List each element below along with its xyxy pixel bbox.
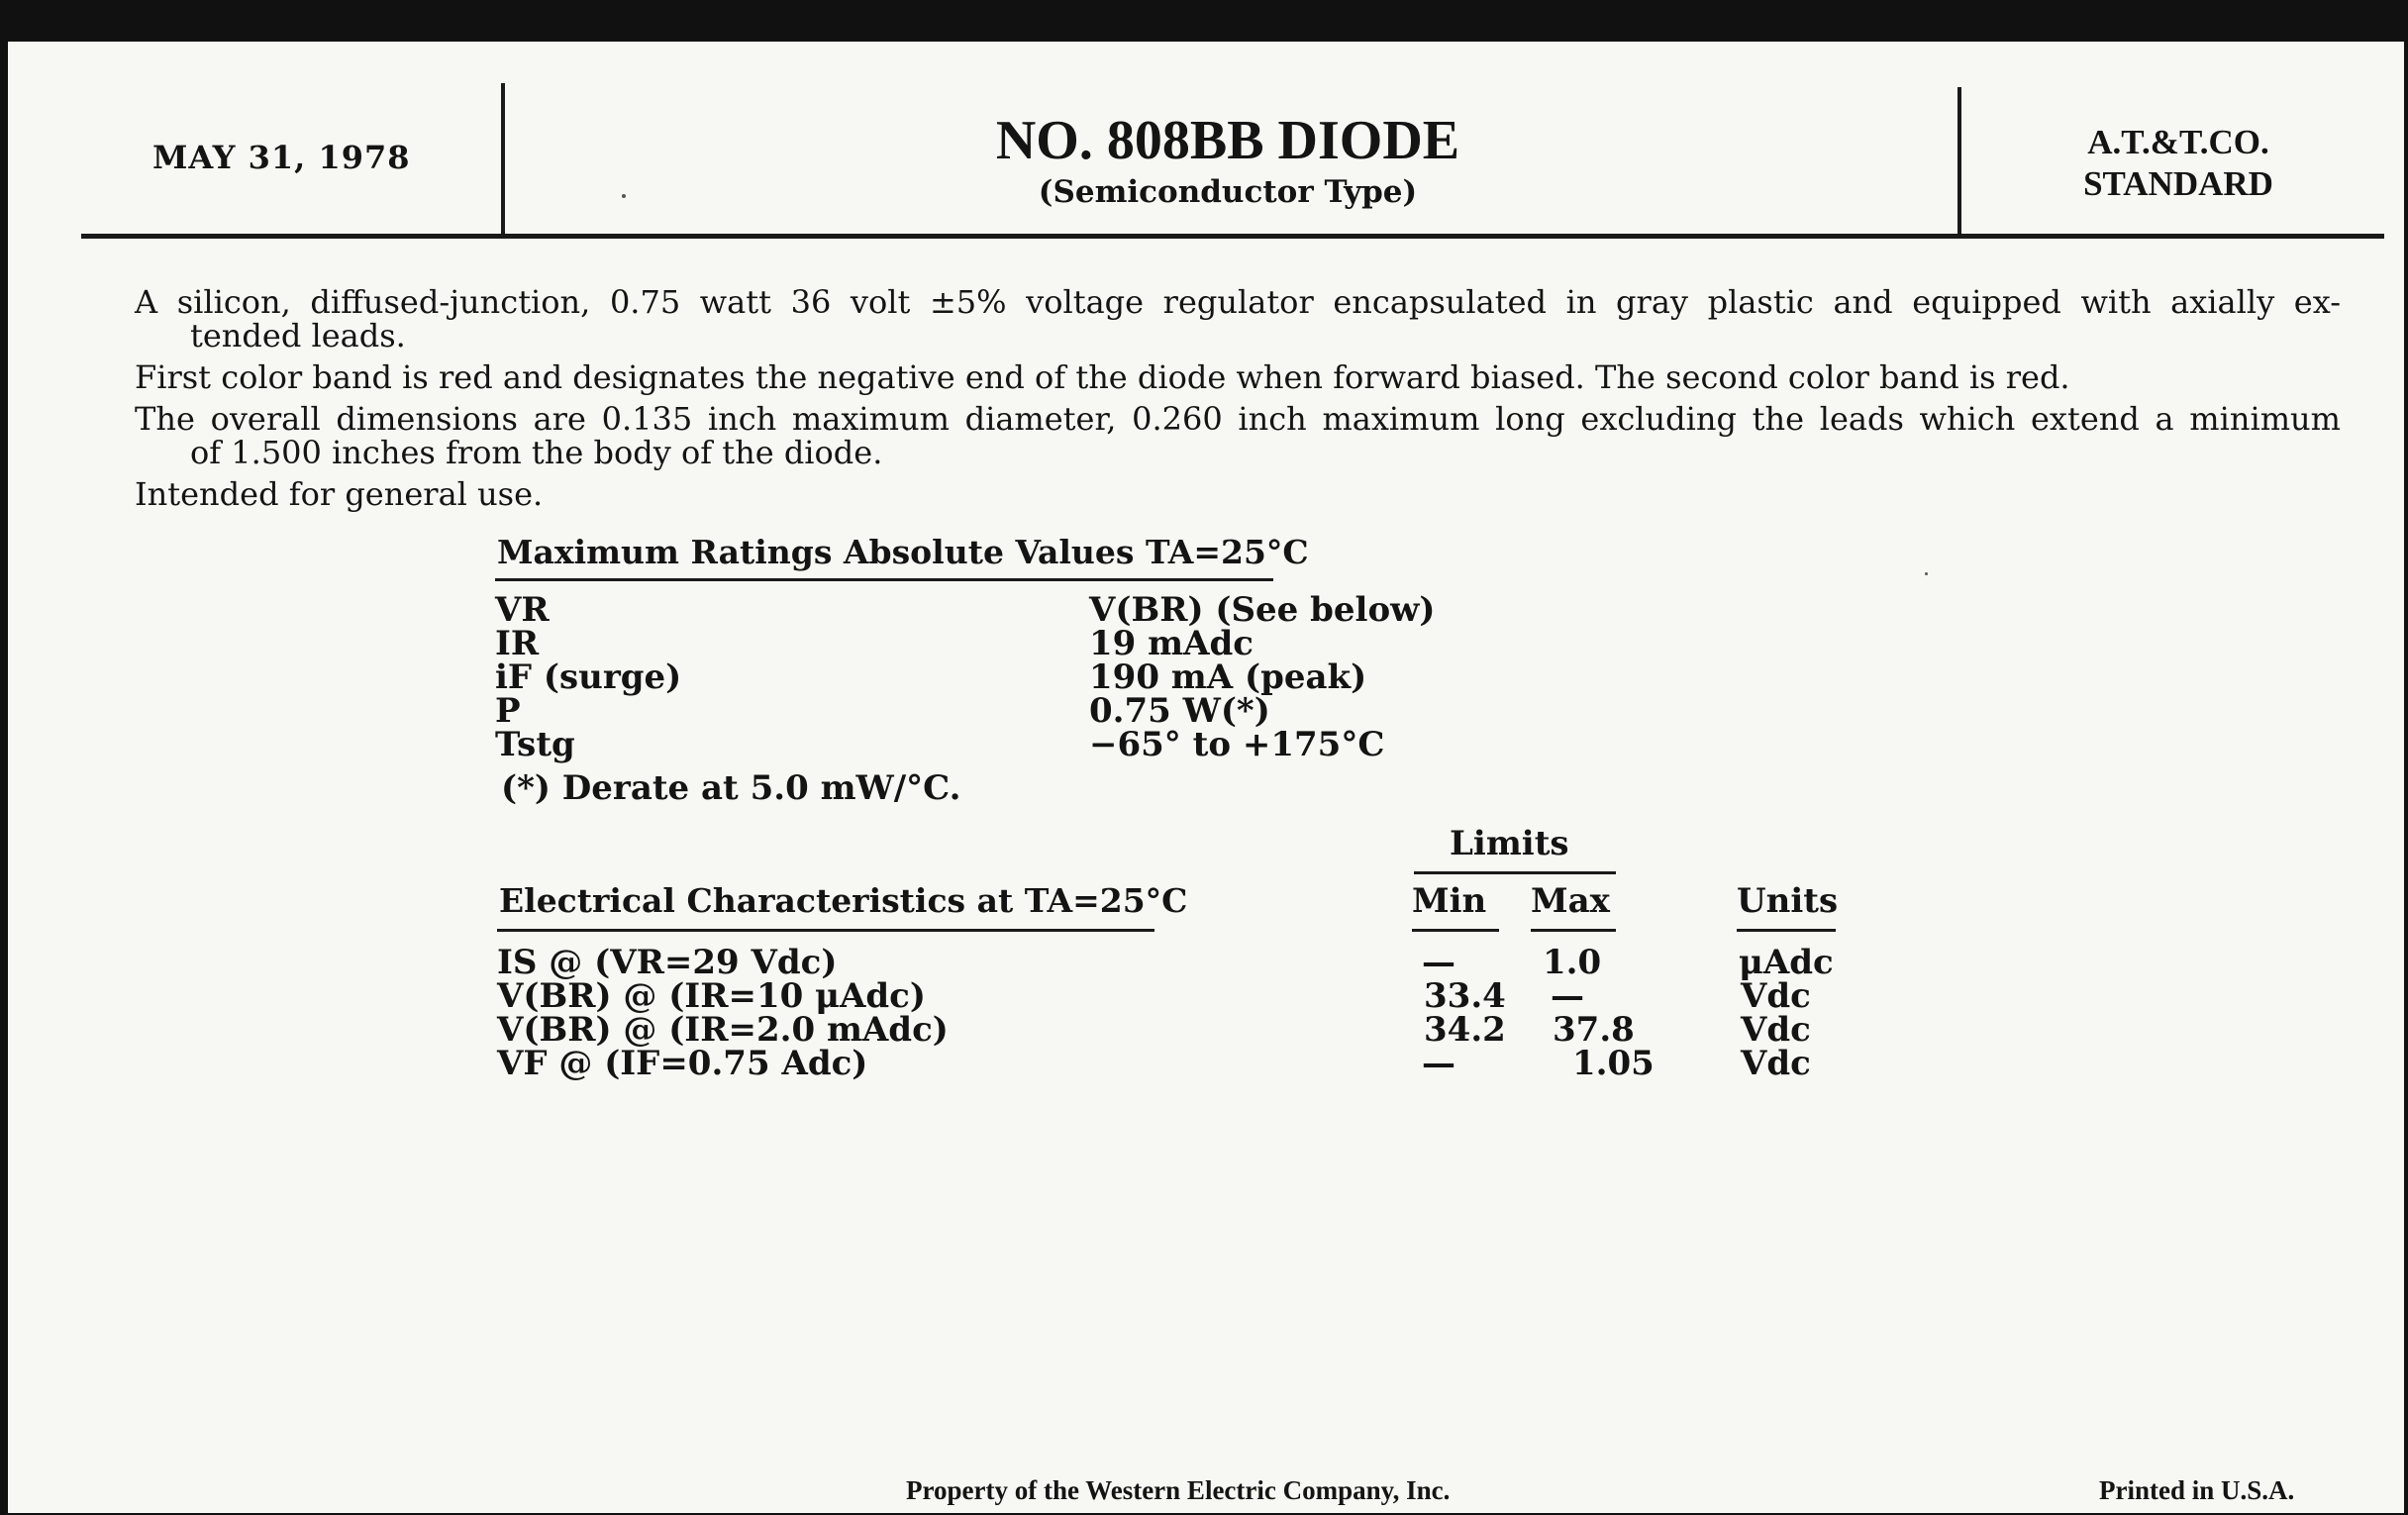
description-line: The overall dimensions are 0.135 inch maximum diameter, 0.260 inch maximum long excluding the leads which extend a minimum bbox=[135, 400, 2341, 438]
characteristic-min: 34.2 bbox=[1424, 1010, 1506, 1050]
characteristic-max: 1.05 bbox=[1572, 1044, 1655, 1083]
description-paragraph-3 bbox=[135, 402, 2341, 469]
description-paragraph-1 bbox=[135, 285, 2341, 353]
characteristic-units: μAdc bbox=[1739, 943, 1834, 982]
spec-sheet bbox=[8, 42, 2404, 1513]
rating-param: iF (surge) bbox=[495, 657, 682, 697]
max-underline bbox=[1531, 929, 1616, 932]
footer-printed: Printed in U.S.A. bbox=[2099, 1475, 2295, 1505]
description-line: A silicon, diffused-junction, 0.75 watt 36 volt ±5% voltage regulator encapsulated in gray plastic and equipped with axially ex- bbox=[135, 283, 2341, 321]
column-header-max: Max bbox=[1531, 881, 1610, 921]
max-ratings-title: Maximum Ratings Absolute Values TA=25°C bbox=[497, 533, 1309, 571]
units-underline bbox=[1737, 929, 1836, 932]
characteristic-units: Vdc bbox=[1741, 1044, 1811, 1083]
description-line: First color band is red and designates the negative end of the diode when forward biased. The second color band is red. bbox=[135, 358, 2070, 396]
characteristic-param: IS @ (VR=29 Vdc) bbox=[497, 943, 838, 982]
limits-label: Limits bbox=[1450, 824, 1569, 863]
characteristic-min: — bbox=[1422, 943, 1455, 982]
rating-value: −65° to +175°C bbox=[1089, 725, 1385, 764]
characteristic-param: V(BR) @ (IR=10 μAdc) bbox=[497, 976, 926, 1016]
characteristic-units: Vdc bbox=[1741, 976, 1811, 1016]
rating-value: 190 mA (peak) bbox=[1089, 657, 1367, 697]
document-title: NO. 808BB DIODE bbox=[995, 110, 1460, 171]
rating-param: Tstg bbox=[495, 725, 575, 764]
scan-speck bbox=[622, 194, 626, 198]
rating-value: V(BR) (See below) bbox=[1089, 590, 1436, 630]
issue-date: MAY 31, 1978 bbox=[152, 139, 411, 176]
rating-param: P bbox=[495, 691, 521, 731]
electrical-title: Electrical Characteristics at TA=25°C bbox=[499, 881, 1188, 920]
column-header-units: Units bbox=[1737, 881, 1839, 921]
rating-value: 19 mAdc bbox=[1089, 624, 1254, 663]
column-header-min: Min bbox=[1412, 881, 1487, 921]
characteristic-units: Vdc bbox=[1741, 1010, 1811, 1050]
rating-param: VR bbox=[495, 590, 550, 630]
max-ratings-underline bbox=[495, 578, 1273, 581]
rating-param: IR bbox=[495, 624, 540, 663]
description-paragraph-2 bbox=[135, 360, 2341, 394]
description-line: Intended for general use. bbox=[135, 475, 544, 513]
limits-underline bbox=[1414, 871, 1616, 874]
characteristic-param: VF @ (IF=0.75 Adc) bbox=[497, 1044, 868, 1083]
header-rule bbox=[81, 234, 2384, 239]
footer-property: Property of the Western Electric Company, Inc. bbox=[906, 1475, 1451, 1505]
characteristic-max: 1.0 bbox=[1543, 943, 1602, 982]
description-line: of 1.500 inches from the body of the diode. bbox=[190, 434, 883, 471]
description-line: tended leads. bbox=[190, 317, 406, 354]
characteristic-min: 33.4 bbox=[1424, 976, 1506, 1016]
org-standard: STANDARD bbox=[2083, 164, 2273, 203]
characteristic-max: — bbox=[1551, 976, 1584, 1016]
characteristic-param: V(BR) @ (IR=2.0 mAdc) bbox=[497, 1010, 949, 1050]
derating-note: (*) Derate at 5.0 mW/°C. bbox=[501, 768, 961, 808]
rating-value: 0.75 W(*) bbox=[1089, 691, 1270, 731]
description-paragraph-4 bbox=[135, 477, 2341, 511]
header-divider-right bbox=[1957, 87, 1961, 236]
characteristic-min: — bbox=[1422, 1044, 1455, 1083]
org-name: A.T.&T.CO. bbox=[2087, 123, 2269, 161]
min-underline bbox=[1412, 929, 1499, 932]
document-subtitle: (Semiconductor Type) bbox=[1038, 174, 1418, 210]
electrical-underline bbox=[497, 929, 1154, 932]
scan-speck bbox=[1925, 572, 1928, 575]
characteristic-max: 37.8 bbox=[1553, 1010, 1635, 1050]
